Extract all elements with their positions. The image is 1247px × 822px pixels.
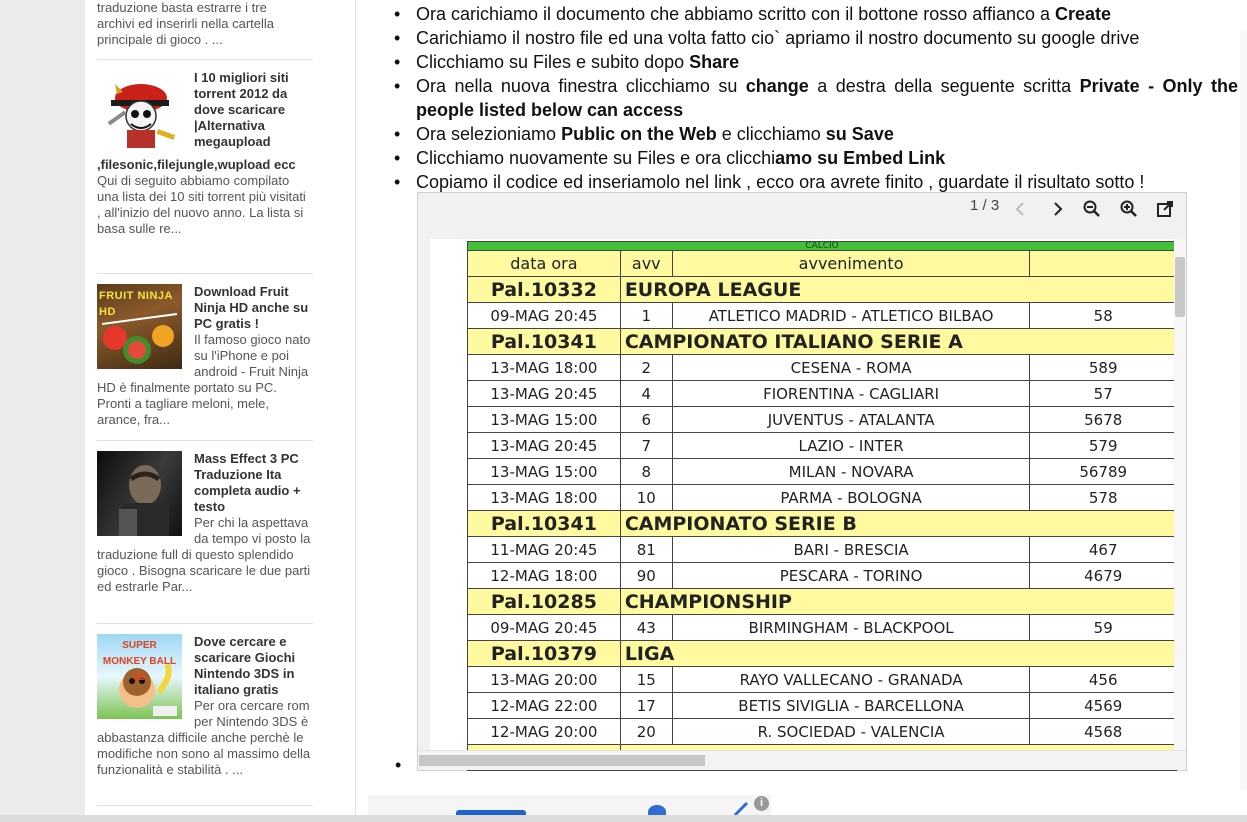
section-name: EUROPA LEAGUE: [620, 277, 1176, 303]
match-avv: 17: [620, 693, 672, 719]
match-avv: 6: [620, 407, 672, 433]
match-avv: 10: [620, 485, 672, 511]
match-event: CESENA - ROMA: [672, 355, 1030, 381]
table-row: [468, 433, 1177, 459]
table-header-cell: avv: [620, 251, 672, 277]
tutorial-step: • Ora nella nuova finestra clicchiamo su change a destra della seguente scritta Private - Only the people listed below can access: [388, 74, 1238, 122]
horizontal-scroll-thumb[interactable]: [419, 755, 705, 766]
section-code: Pal.10341: [468, 511, 621, 537]
sidebar-post[interactable]: [97, 284, 313, 428]
match-code: 57: [1030, 381, 1177, 407]
match-avv: 90: [620, 563, 672, 589]
post-thumbnail[interactable]: [97, 284, 182, 369]
match-avv: 4: [620, 381, 672, 407]
table-section-row: [468, 329, 1177, 355]
match-datetime: 12-MAG 18:00: [468, 563, 621, 589]
empty-list-item: •: [395, 755, 402, 775]
match-datetime: 13-MAG 20:00: [468, 667, 621, 693]
sidebar-prev-excerpt: traduzione basta estrarre i tre archivi ed inserirli nella cartella principale di gioco . ...: [97, 0, 275, 47]
section-name: CAMPIONATO SERIE B: [620, 511, 1176, 537]
post-excerpt: Per chi la aspettava da tempo vi posto la traduzione full di questo splendido gioco . Bisogna scaricare le due parti ed estrarle Par...: [97, 515, 311, 594]
table-row: [468, 303, 1177, 329]
section-name: CAMPIONATO ITALIANO SERIE A: [620, 329, 1176, 355]
post-title-link[interactable]: I 10 migliori siti torrent 2012 da dove scaricare |Alternativa megaupload ,filesonic,filejungle,wupload ecc: [97, 70, 296, 172]
zoom-in-icon: [1120, 200, 1138, 218]
post-excerpt: Per ora cercare rom per Nintendo 3DS è abbastanza difficile anche perchè le modifiche non sono al massimo della funzionalità e stabilità . ...: [97, 698, 311, 777]
match-datetime: 13-MAG 20:45: [468, 433, 621, 459]
post-title-link[interactable]: Download Fruit Ninja HD anche su PC gratis !: [194, 284, 309, 331]
match-code: 456: [1030, 667, 1177, 693]
table-header-row: [468, 251, 1177, 277]
post-thumbnail[interactable]: [97, 70, 182, 155]
match-avv: 20: [620, 719, 672, 745]
match-event: R. SOCIEDAD - VALENCIA: [672, 719, 1030, 745]
sidebar-post[interactable]: [97, 451, 313, 595]
post-title-link[interactable]: Dove cercare e scaricare Giochi Nintendo 3DS in italiano gratis: [194, 634, 296, 697]
table-row: [468, 563, 1177, 589]
match-event: JUVENTUS - ATALANTA: [672, 407, 1030, 433]
match-avv: 2: [620, 355, 672, 381]
match-datetime: 12-MAG 22:00: [468, 693, 621, 719]
table-category-band: [468, 242, 1177, 251]
odds-table: [467, 241, 1177, 771]
match-datetime: 12-MAG 20:00: [468, 719, 621, 745]
match-datetime: 13-MAG 18:00: [468, 485, 621, 511]
thumbnail-caption: SUPER MONKEY BALL 3D: [102, 640, 177, 683]
table-header-cell: avvenimento: [672, 251, 1030, 277]
zoom-out-button[interactable]: [1078, 195, 1106, 223]
match-event: BARI - BRESCIA: [672, 537, 1030, 563]
match-event: LAZIO - INTER: [672, 433, 1030, 459]
section-code: Pal.10341: [468, 329, 621, 355]
table-row: [468, 485, 1177, 511]
tutorial-steps: [388, 2, 1238, 194]
match-datetime: 13-MAG 15:00: [468, 407, 621, 433]
match-avv: 7: [620, 433, 672, 459]
section-name: LIGA: [620, 641, 1176, 667]
post-thumbnail[interactable]: [97, 451, 182, 536]
sidebar-divider: [97, 59, 313, 60]
match-datetime: 09-MAG 20:45: [468, 303, 621, 329]
table-section-row: [468, 641, 1177, 667]
match-code: 4569: [1030, 693, 1177, 719]
vertical-scrollbar[interactable]: [1174, 239, 1186, 751]
advertisement-banner[interactable]: [368, 795, 771, 817]
vertical-scroll-thumb[interactable]: [1175, 257, 1185, 317]
table-row: [468, 667, 1177, 693]
table-category-label: CALCIO: [468, 242, 1177, 251]
match-datetime: 13-MAG 20:45: [468, 381, 621, 407]
match-avv: 43: [620, 615, 672, 641]
match-code: 589: [1030, 355, 1177, 381]
section-code: Pal.10285: [468, 589, 621, 615]
prev-page-icon: [1013, 201, 1029, 217]
match-code: 58: [1030, 303, 1177, 329]
pirate-mascot-icon: [97, 70, 182, 155]
section-name: CHAMPIONSHIP: [620, 589, 1176, 615]
match-event: RAYO VALLECANO - GRANADA: [672, 667, 1030, 693]
match-code: 56789: [1030, 459, 1177, 485]
table-row: [468, 537, 1177, 563]
table-row: [468, 719, 1177, 745]
match-datetime: 11-MAG 20:45: [468, 537, 621, 563]
match-event: BETIS SIVIGLIA - BARCELLONA: [672, 693, 1030, 719]
match-event: PARMA - BOLOGNA: [672, 485, 1030, 511]
match-avv: 8: [620, 459, 672, 485]
tutorial-step: • Clicchiamo nuovamente su Files e ora clicchiamo su Embed Link: [388, 146, 1238, 170]
open-external-icon: [1156, 200, 1174, 218]
document-page: [430, 239, 1175, 751]
bottom-scroll-area: [0, 815, 1247, 822]
match-event: FIORENTINA - CAGLIARI: [672, 381, 1030, 407]
horizontal-scrollbar[interactable]: [418, 750, 1186, 770]
sidebar-post[interactable]: [97, 70, 313, 237]
sidebar-divider: [97, 273, 313, 274]
embedded-document-viewer[interactable]: [417, 192, 1187, 771]
post-title-link[interactable]: Mass Effect 3 PC Traduzione Ita completa audio + testo: [194, 451, 301, 514]
section-code: Pal.10332: [468, 277, 621, 303]
tutorial-step: • Ora carichiamo il documento che abbiamo scritto con il bottone rosso affianco a Create: [388, 2, 1238, 26]
table-row: [468, 355, 1177, 381]
table-section-row: [468, 277, 1177, 303]
match-datetime: 09-MAG 20:45: [468, 615, 621, 641]
match-avv: 15: [620, 667, 672, 693]
match-code: 578: [1030, 485, 1177, 511]
sidebar-divider: [97, 623, 313, 624]
table-header-cell: [1030, 251, 1177, 277]
table-header-cell: data ora: [468, 251, 621, 277]
next-page-button[interactable]: [1043, 195, 1071, 223]
match-code: 4568: [1030, 719, 1177, 745]
match-event: MILAN - NOVARA: [672, 459, 1030, 485]
table-row: [468, 615, 1177, 641]
tutorial-step: • Carichiamo il nostro file ed una volta fatto cio` apriamo il nostro documento su google drive: [388, 26, 1238, 50]
table-section-row: [468, 511, 1177, 537]
tutorial-step: • Clicchiamo su Files e subito dopo Share: [388, 50, 1238, 74]
left-page-gutter: [0, 0, 85, 822]
match-datetime: 13-MAG 18:00: [468, 355, 621, 381]
thumbnail-caption: FRUIT NINJA HD: [99, 290, 173, 318]
match-code: 4679: [1030, 563, 1177, 589]
tutorial-step: • Ora selezioniamo Public on the Web e clicchiamo su Save: [388, 122, 1238, 146]
open-external-button[interactable]: [1151, 195, 1179, 223]
next-page-icon: [1049, 201, 1065, 217]
ad-info-icon[interactable]: i: [754, 796, 769, 811]
match-event: PESCARA - TORINO: [672, 563, 1030, 589]
match-datetime: 13-MAG 15:00: [468, 459, 621, 485]
post-excerpt: Il famoso gioco nato su l'iPhone e poi android - Fruit Ninja HD è finalmente portato su PC. Pronti a tagliare meloni, mele, arance, fra...: [97, 332, 311, 427]
match-code: 579: [1030, 433, 1177, 459]
sidebar-divider: [97, 805, 313, 806]
page-counter: 1 / 3: [970, 197, 1000, 214]
table-row: [468, 693, 1177, 719]
sidebar-post[interactable]: [97, 634, 313, 778]
match-avv: 1: [620, 303, 672, 329]
soldier-portrait-icon: [97, 451, 182, 536]
match-event: ATLETICO MADRID - ATLETICO BILBAO: [672, 303, 1030, 329]
table-section-row: [468, 589, 1177, 615]
viewer-toolbar: [418, 193, 1186, 239]
section-code: Pal.10379: [468, 641, 621, 667]
post-excerpt: Qui di seguito abbiamo compilato una lista dei 10 siti torrent più visitati , all'inizio del nuovo anno. La lista si basa sulle re...: [97, 173, 306, 236]
table-row: [468, 459, 1177, 485]
zoom-in-button[interactable]: [1115, 195, 1143, 223]
table-row: [468, 381, 1177, 407]
right-edge: [1240, 30, 1247, 790]
zoom-out-icon: [1083, 200, 1101, 218]
tutorial-step: • Copiamo il codice ed inseriamolo nel link , ecco ora avrete finito , guardate il risultato sotto !: [388, 170, 1238, 194]
match-code: 467: [1030, 537, 1177, 563]
prev-page-button[interactable]: [1007, 195, 1035, 223]
table-row: [468, 407, 1177, 433]
match-code: 59: [1030, 615, 1177, 641]
match-event: BIRMINGHAM - BLACKPOOL: [672, 615, 1030, 641]
match-avv: 81: [620, 537, 672, 563]
match-code: 5678: [1030, 407, 1177, 433]
post-thumbnail[interactable]: [97, 634, 182, 719]
sidebar-divider: [97, 440, 313, 441]
